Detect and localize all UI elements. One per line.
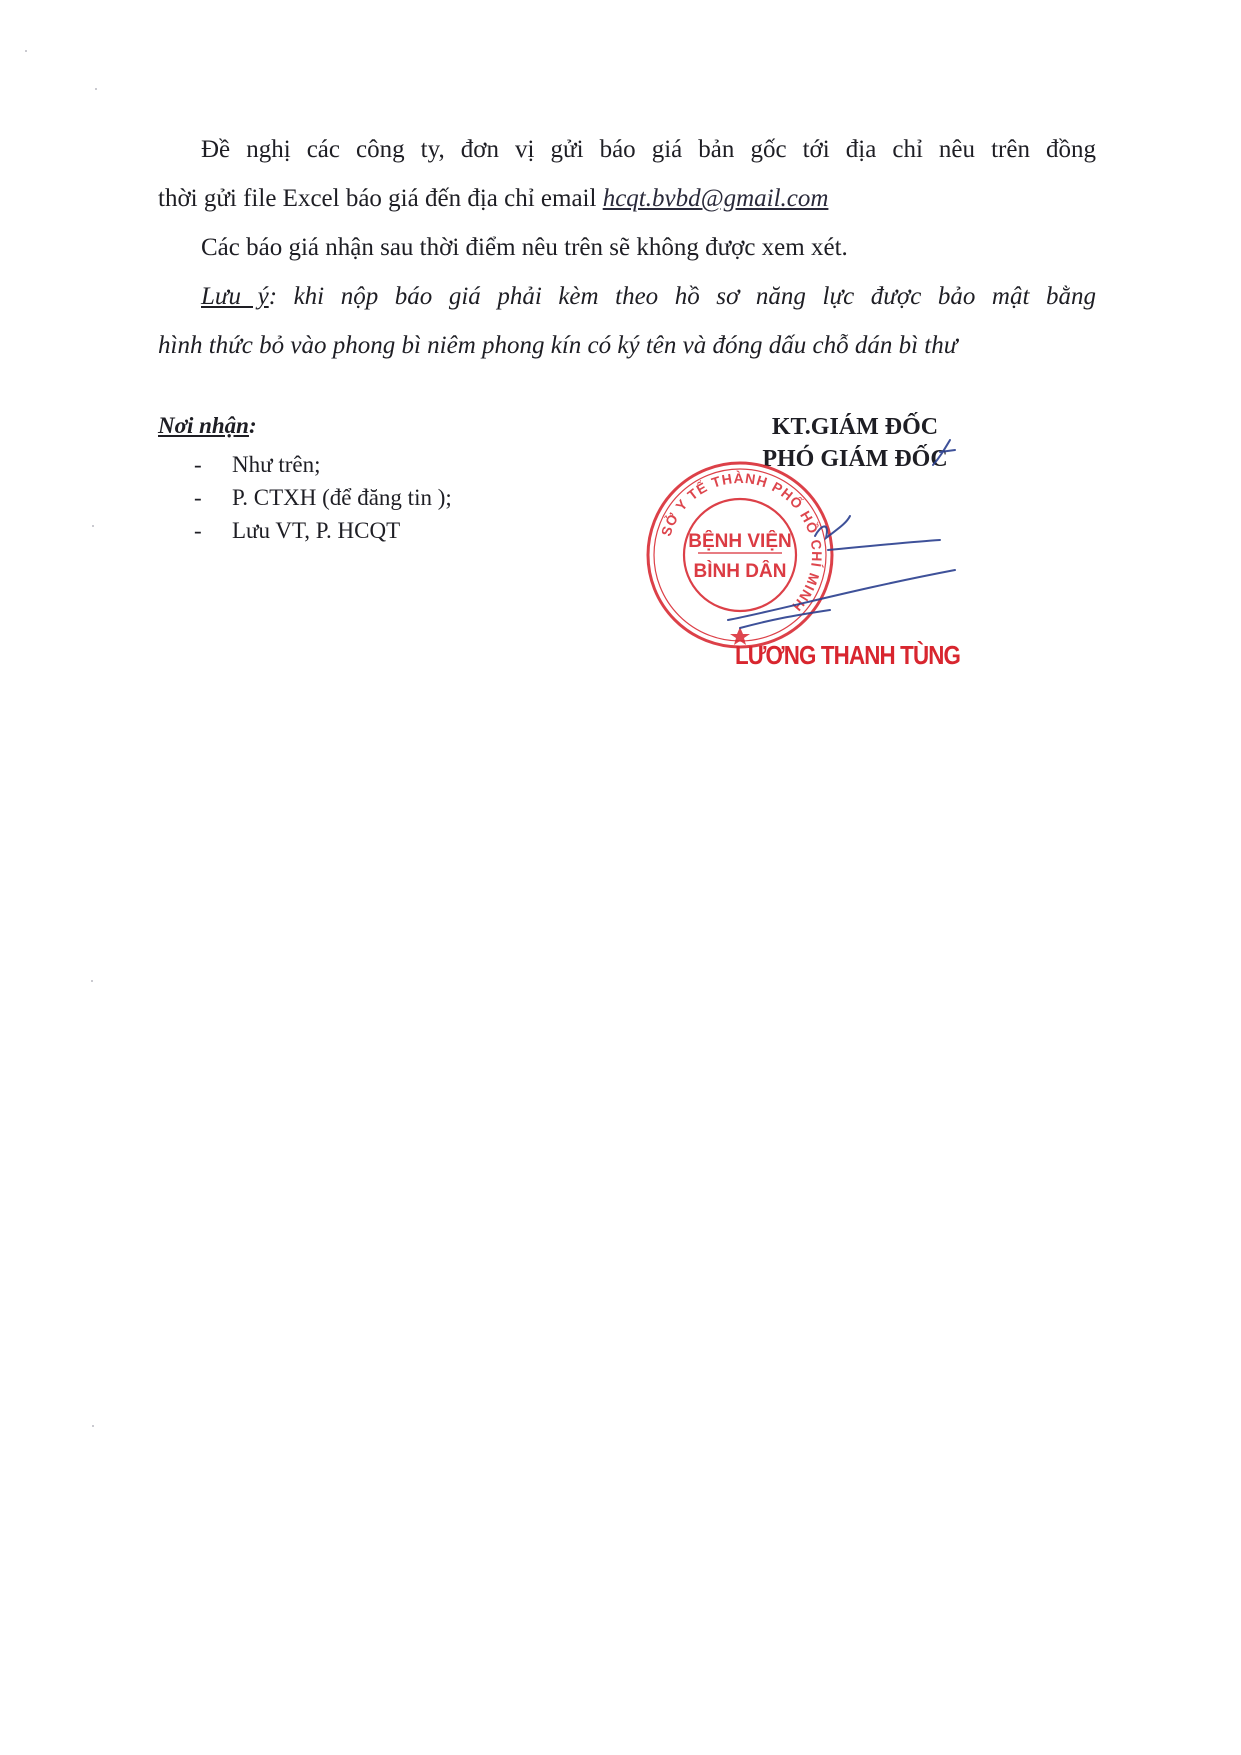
recipient-item: - Lưu VT, P. HCQT — [190, 514, 452, 547]
stamp-inner-line2: BÌNH DÂN — [693, 561, 787, 582]
paragraph-request-continued-text: thời gửi file Excel báo giá đến địa chỉ email — [158, 185, 603, 212]
scan-speck — [92, 1425, 94, 1427]
stamp-inner-line1: BỆNH VIỆN — [688, 531, 792, 552]
paragraph-request-continued — [158, 174, 1096, 223]
scan-speck — [92, 525, 94, 527]
signature-title-line2: PHÓ GIÁM ĐỐC — [762, 446, 948, 472]
scan-speck — [91, 980, 93, 982]
recipients-title — [158, 413, 257, 439]
note-label: Lưu ý — [201, 283, 269, 310]
paragraph-deadline-text: Các báo giá nhận sau thời điểm nêu trên sẽ không được xem xét. — [201, 234, 848, 261]
note-line-2 — [158, 321, 1096, 370]
recipients-list — [190, 448, 452, 547]
signature-title-line1: KT.GIÁM ĐỐC — [771, 414, 939, 440]
paragraph-request — [158, 125, 1096, 174]
recipient-item: - Như trên; — [190, 448, 452, 481]
recipients-title-suffix: : — [248, 413, 257, 438]
scan-speck — [25, 50, 27, 52]
note-line-1-text: : khi nộp báo giá phải kèm theo hồ sơ năng lực được bảo mật bằng — [268, 283, 1096, 310]
paragraph-deadline-note — [158, 223, 1096, 272]
recipient-item: - P. CTXH (để đăng tin ); — [190, 481, 452, 514]
handwritten-signature — [700, 420, 1000, 650]
signer-name: LƯƠNG THANH TÙNG — [735, 640, 961, 670]
note-line-1 — [158, 272, 1096, 321]
scan-speck — [95, 88, 97, 90]
stamp-ring-text: SỞ Y TẾ THÀNH PHỐ HỒ CHÍ MINH — [657, 469, 826, 615]
paragraph-request-text: Đề nghị các công ty, đơn vị gửi báo giá bản gốc tới địa chỉ nêu trên đồng — [201, 136, 1096, 163]
email-link[interactable]: hcqt.bvbd@gmail.com — [602, 185, 829, 212]
recipients-title-text: Nơi nhận — [158, 413, 249, 438]
note-line-2-text: hình thức bỏ vào phong bì niêm phong kín có ký tên và đóng dấu chỗ dán bì thư — [158, 332, 958, 359]
